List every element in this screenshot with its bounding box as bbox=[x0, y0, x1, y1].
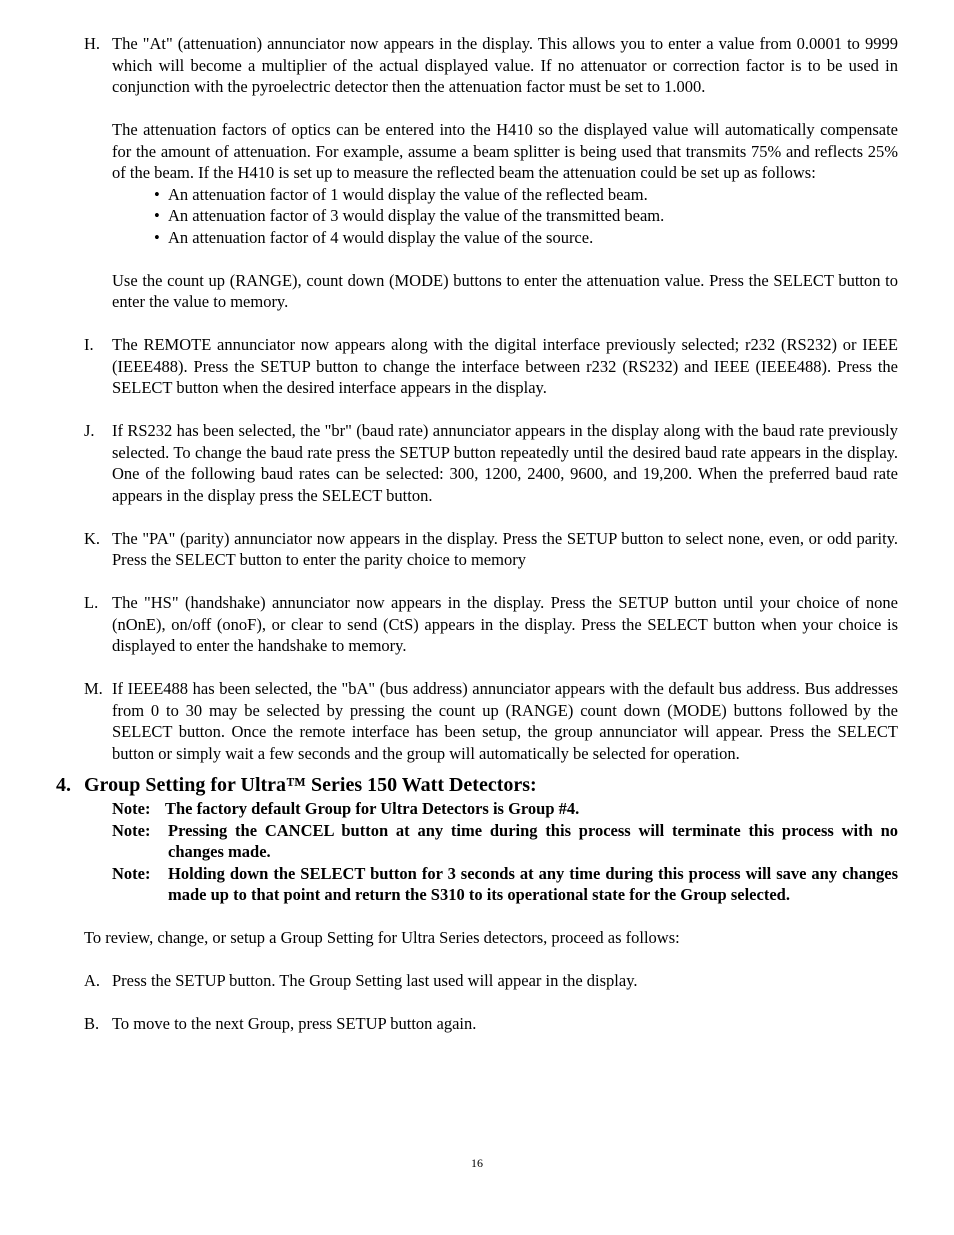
bullet-list bbox=[154, 184, 954, 249]
step-i bbox=[84, 334, 898, 399]
note bbox=[112, 820, 898, 863]
document-page bbox=[0, 33, 954, 1035]
list-item: • An attenuation factor of 3 would display the value of the transmitted beam. bbox=[154, 206, 665, 225]
bullet-icon: • bbox=[154, 227, 160, 247]
list-item: • An attenuation factor of 4 would display the value of the source. bbox=[154, 227, 594, 247]
step-letter: L. bbox=[84, 593, 99, 612]
page-number: 16 bbox=[471, 1156, 483, 1170]
paragraph: The "HS" (handshake) annunciator now appears in the display. Press the SETUP button until your choice of none (nOnE), on/off (onoF), or clear to send (CtS) appears in the display. Press the SELECT button when your choice is displayed to enter the handshake to memory. bbox=[112, 593, 898, 655]
note bbox=[112, 798, 895, 820]
step-l bbox=[84, 592, 898, 657]
note-text: Holding down the SELECT button for 3 seconds at any time during this process will save any changes made up to that point and return the S310 to its operational state for the Group selected. bbox=[168, 863, 898, 904]
bullet-icon: • bbox=[154, 206, 160, 225]
note bbox=[112, 863, 898, 906]
bullet-icon: • bbox=[154, 184, 160, 204]
step-letter: J. bbox=[84, 421, 95, 440]
step-b bbox=[84, 1013, 898, 1035]
paragraph: The "PA" (parity) annunciator now appears in the display. Press the SETUP button to select none, even, or odd parity. Press the SELECT button to enter the parity choice to memory bbox=[112, 528, 898, 569]
paragraph: Press the SETUP button. The Group Setting last used will appear in the display. bbox=[112, 971, 638, 990]
note-label: Note: bbox=[112, 799, 151, 818]
note-label: Note: bbox=[112, 863, 151, 883]
note-text: The factory default Group for Ultra Detectors is Group #4. bbox=[165, 799, 580, 818]
step-letter: I. bbox=[84, 335, 94, 354]
step-a bbox=[84, 970, 898, 992]
paragraph: If RS232 has been selected, the "br" (baud rate) annunciator appears in the display along with the baud rate previously selected. To change the baud rate press the SETUP button repeatedly until the desired baud rate appears in the display. One of the following baud rates can be selected: 300, 1200, 2400, 9600, and 19,200. When the preferred baud rate appears in the display press the SELECT button. bbox=[112, 421, 898, 505]
paragraph: To move to the next Group, press SETUP button again. bbox=[112, 1014, 477, 1033]
step-m bbox=[84, 678, 898, 764]
intro-paragraph: To review, change, or setup a Group Setting for Ultra Series detectors, proceed as follows: bbox=[84, 928, 680, 947]
step-letter: H. bbox=[84, 34, 101, 53]
step-letter: A. bbox=[84, 971, 101, 990]
step-j bbox=[84, 420, 898, 506]
step-letter: M. bbox=[84, 679, 103, 698]
note-label: Note: bbox=[112, 820, 151, 840]
paragraph: The "At" (attenuation) annunciator now appears in the display. This allows you to enter a value from 0.0001 to 9999 which will become a multiplier of the actual displayed value. If no attenuator or correction factor is to be used in conjunction with the pyroelectric detector then the attenuation factor must be set to 1.000. bbox=[112, 34, 898, 96]
list-item: • An attenuation factor of 1 would display the value of the reflected beam. bbox=[154, 184, 648, 204]
paragraph: Use the count up (RANGE), count down (MODE) buttons to enter the attenuation value. Press the SELECT button to enter the value to memory. bbox=[112, 270, 898, 311]
step-letter: B. bbox=[84, 1014, 100, 1033]
section-heading bbox=[56, 772, 954, 798]
step-h bbox=[84, 33, 898, 184]
section-title: Group Setting for Ultra™ Series 150 Watt Detectors: bbox=[84, 774, 537, 796]
step-k bbox=[84, 528, 898, 571]
note-text: Pressing the CANCEL button at any time during this process will terminate this process with no changes made. bbox=[168, 820, 898, 861]
paragraph: If IEEE488 has been selected, the "bA" (bus address) annunciator appears with the default bus address. Bus addresses from 0 to 30 may be selected by pressing the count up (RANGE) count down (MODE) buttons followed by the SELECT button. Once the remote interface has been setup, the group annunciator will appear. Press the SELECT button or simply wait a few seconds and the group will automatically be selected for operation. bbox=[112, 679, 898, 763]
step-letter: K. bbox=[84, 528, 101, 548]
paragraph: The attenuation factors of optics can be entered into the H410 so the displayed value will automatically compensate for the amount of attenuation. For example, assume a beam splitter is being used that transmits 75% and reflects 25% of the beam. If the H410 is set up to measure the reflected beam the attenuation could be set up as follows: bbox=[112, 120, 898, 182]
section-number: 4. bbox=[56, 774, 71, 796]
paragraph: The REMOTE annunciator now appears along with the digital interface previously selected; r232 (RS232) or IEEE (IEEE488). Press the SETUP button to change the interface between r232 (RS232) and IEEE (IEEE488). Press the SELECT button when the desired interface appears in the display. bbox=[112, 335, 898, 397]
